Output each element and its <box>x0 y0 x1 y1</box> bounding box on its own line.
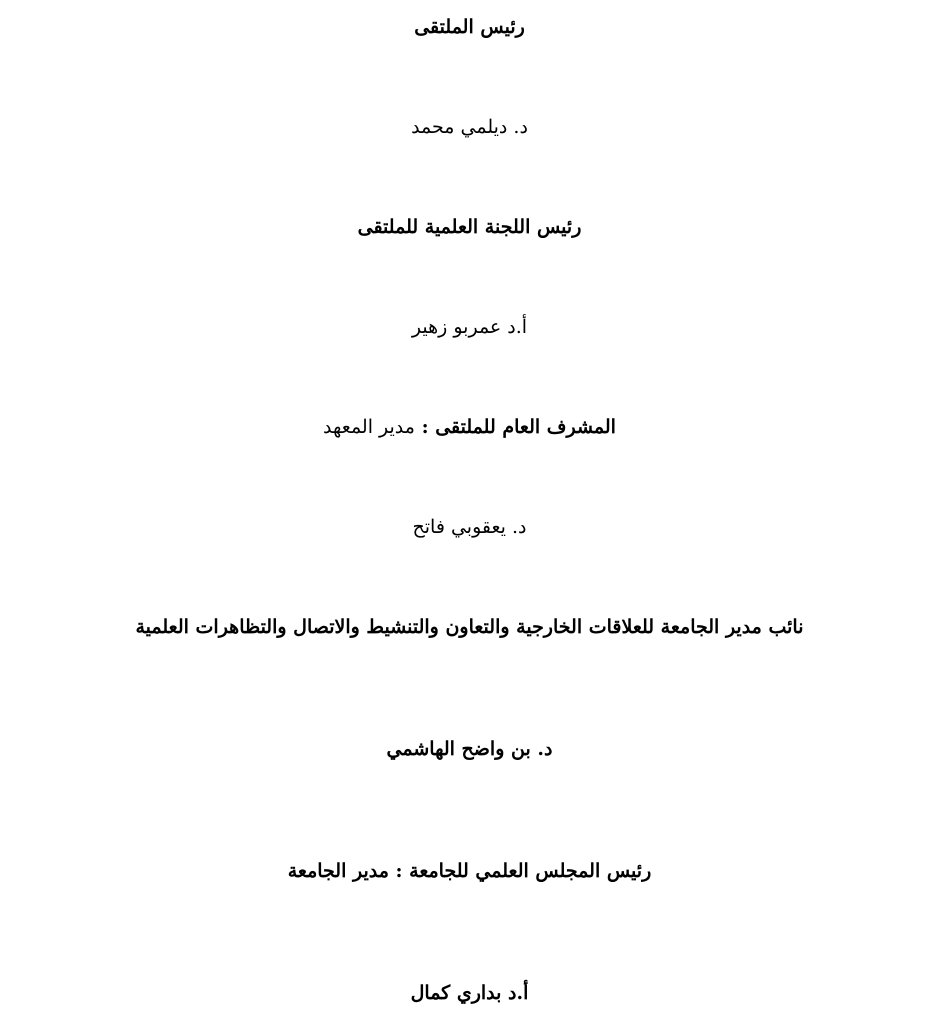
name-scientific-council-president: أ.د بداري كمال <box>410 982 529 1004</box>
name-forum-president: د. ديلمي محمد <box>411 116 528 138</box>
name-scientific-committee-president: أ.د عمربو زهير <box>411 316 528 338</box>
heading-scientific-committee-president: رئيس اللجنة العلمية للملتقى <box>357 216 582 238</box>
heading-general-supervisor <box>0 418 939 437</box>
heading-forum-president: رئيس الملتقى <box>414 16 525 38</box>
general-supervisor-title: المشرف العام للملتقى : <box>414 416 616 438</box>
heading-vice-rector: نائب مدير الجامعة للعلاقات الخارجية والتعاون والتنشيط والاتصال والتظاهرات العلمية <box>135 616 804 638</box>
general-supervisor-role: مدير المعهد <box>323 416 415 438</box>
name-general-supervisor: د. يعقوبي فاتح <box>412 516 527 538</box>
name-vice-rector: د. بن واضح الهاشمي <box>386 738 553 760</box>
heading-scientific-council-president: رئيس المجلس العلمي للجامعة : مدير الجامعة <box>287 860 652 882</box>
